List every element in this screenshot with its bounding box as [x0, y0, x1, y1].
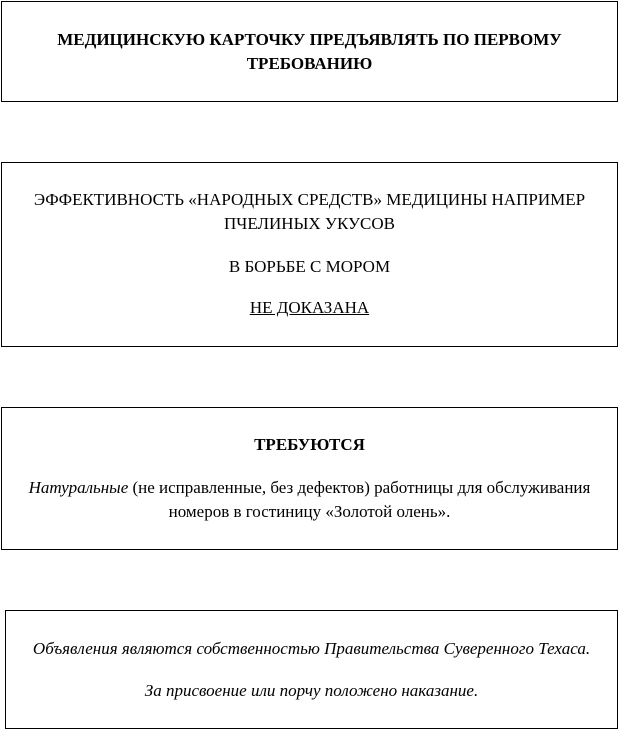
wanted-body [2, 476, 617, 524]
ownership-notice [5, 610, 618, 729]
wanted-heading: ТРЕБУЮТСЯ [254, 435, 365, 454]
penalty-warning: За присвоение или порчу положено наказание. [144, 681, 479, 700]
wanted-italic-word: Натуральные [28, 478, 129, 497]
medical-card-notice [1, 1, 618, 102]
not-proven-underlined-text: НЕ ДОКАЗАНА [249, 298, 370, 317]
folk-remedies-verdict [2, 296, 617, 320]
medical-card-notice-text: МЕДИЦИНСКУЮ КАРТОЧКУ ПРЕДЪЯВЛЯТЬ ПО ПЕРВОМУ ТРЕБОВАНИЮ [57, 30, 562, 73]
folk-remedies-headline: ЭФФЕКТИВНОСТЬ «НАРОДНЫХ СРЕДСТВ» МЕДИЦИНЫ НАПРИМЕР ПЧЕЛИНЫХ УКУСОВ [33, 190, 586, 233]
folk-remedies-plague-line: В БОРЬБЕ С МОРОМ [228, 257, 391, 276]
wanted-body-rest: (не исправленные, без дефектов) работницы для обслуживания номеров в гостиницу «Золотой олень». [128, 478, 591, 521]
ownership-statement: Объявления являются собственностью Правительства Суверенного Техаса. [32, 639, 591, 658]
wanted-notice [1, 407, 618, 550]
folk-remedies-notice [1, 162, 618, 347]
